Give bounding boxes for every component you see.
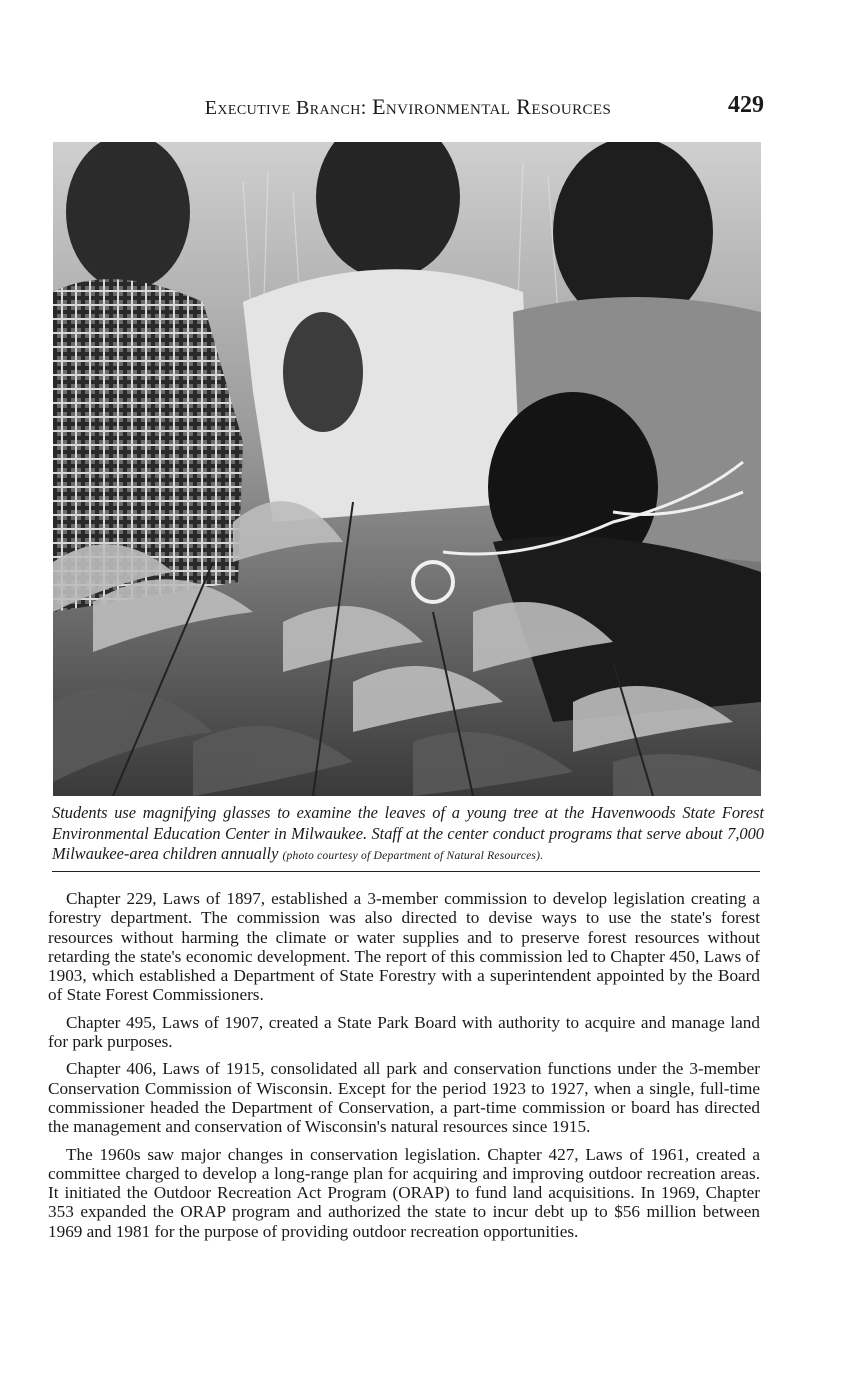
running-head-branch: Executive Branch: — [204, 97, 367, 119]
caption-divider — [52, 871, 760, 872]
photo-caption — [52, 803, 764, 867]
photo-credit: (photo courtesy of Department of Natural Resources). — [282, 849, 544, 862]
photograph-students-examining-leaves-icon — [53, 142, 761, 796]
paragraph: Chapter 406, Laws of 1915, consolidated all park and conservation functions under the 3-member Conservation Commission of Wisconsin. Except for the period 1923 to 1927, when a single, full-time commissioner headed the Department of Conservation, a part-time commission or board has directed the management and conservation of Wisconsin's natural resources since 1915. — [48, 1059, 760, 1137]
body-text — [48, 889, 760, 1249]
running-head — [52, 92, 764, 122]
running-head-section: Environmental Resources — [372, 94, 612, 119]
paragraph: The 1960s saw major changes in conservation legislation. Chapter 427, Laws of 1961, created a committee charged to develop a long-range plan for acquiring and improving outdoor recreation areas. It initiated the Outdoor Recreation Act Program (ORAP) to fund land acquisitions. In 1969, Chapter 353 expanded the ORAP program and authorized the state to incur debt up to $56 million between 1969 and 1981 for the purpose of providing outdoor recreation opportunities. — [48, 1144, 760, 1241]
photograph — [53, 142, 761, 796]
paragraph: Chapter 495, Laws of 1907, created a State Park Board with authority to acquire and manage land for park purposes. — [48, 1012, 760, 1052]
paragraph: Chapter 229, Laws of 1897, established a 3-member commission to develop legislation creating a forestry department. The commission was also directed to devise ways to use the state's forest resources without harming the climate or water supplies and to preserve forest resources without retarding the state's economic development. The report of this commission led to Chapter 450, Laws of 1903, which established a Department of State Forestry with a superintendent appointed by the Board of State Forest Commissioners. — [48, 889, 760, 1005]
caption-text: Students use magnifying glasses to examine the leaves of a young tree at the Havenwoods State Forest Environmental Education Center in Milwaukee. Staff at the center conduct programs that serve about 7,000 Milwaukee-area children annually — [52, 803, 764, 863]
page-number: 429 — [728, 92, 764, 118]
running-head-title — [52, 94, 764, 120]
